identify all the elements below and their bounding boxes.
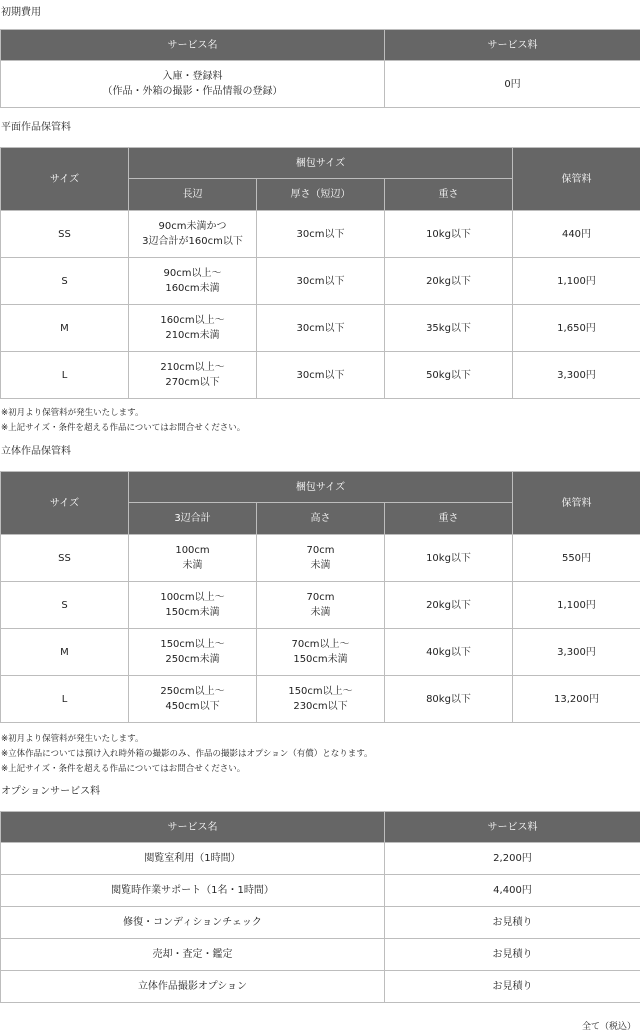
table-row: 閲覧室利用（1時間） 2,200円 (1, 843, 640, 875)
table-row: L 250cm以上～ 450cm以下 150cm以上～ 230cm以下 80kg以下 13,200円 (1, 676, 640, 723)
table-row: M 150cm以上～ 250cm未満 70cm以上～ 150cm未満 40kg以下 3,300円 (1, 629, 640, 676)
col-package-size: 梱包サイズ (129, 472, 513, 503)
solid-storage-table (0, 471, 640, 723)
table-row: SS 90cm未満かつ 3辺合計が160cm以下 30cm以下 10kg以下 440円 (1, 211, 640, 258)
col-thickness: 厚さ（短辺） (257, 179, 385, 211)
solid-note-3: ※上記サイズ・条件を超える作品についてはお問合せください。 (1, 764, 246, 774)
initial-fee-table (0, 29, 640, 108)
table-row: 修復・コンディションチェック お見積り (1, 907, 640, 939)
col-long-side: 長辺 (129, 179, 257, 211)
table-row: L 210cm以上～ 270cm以下 30cm以下 50kg以下 3,300円 (1, 352, 640, 399)
flat-storage-title: 平面作品保管料 (1, 122, 71, 133)
initial-fee-title: 初期費用 (1, 7, 41, 18)
table-row: SS 100cm 未満 70cm 未満 10kg以下 550円 (1, 535, 640, 582)
solid-storage-title: 立体作品保管料 (1, 446, 71, 457)
col-size: サイズ (1, 148, 129, 211)
col-service-fee: サービス料 (385, 812, 640, 843)
col-package-size: 梱包サイズ (129, 148, 513, 179)
col-storage-fee: 保管料 (513, 148, 640, 211)
col-storage-fee: 保管料 (513, 472, 640, 535)
col-three-side-total: 3辺合計 (129, 503, 257, 535)
table-row: 売却・査定・鑑定 お見積り (1, 939, 640, 971)
col-service-name: サービス名 (1, 812, 385, 843)
table-row: 立体作品撮影オプション お見積り (1, 971, 640, 1003)
service-name-cell: 入庫・登録料 （作品・外箱の撮影・作品情報の登録） (1, 61, 385, 108)
option-fee-table (0, 811, 640, 1003)
flat-storage-table (0, 147, 640, 399)
table-row: 閲覧時作業サポート（1名・1時間） 4,400円 (1, 875, 640, 907)
solid-note-2: ※立体作品については預け入れ時外箱の撮影のみ、作品の撮影はオプション（有償）となります。 (1, 749, 373, 759)
table-row: S 90cm以上～ 160cm未満 30cm以下 20kg以下 1,100円 (1, 258, 640, 305)
flat-note-2: ※上記サイズ・条件を超える作品についてはお問合せください。 (1, 423, 246, 433)
col-service-fee: サービス料 (385, 30, 640, 61)
table-row: S 100cm以上～ 150cm未満 70cm 未満 20kg以下 1,100円 (1, 582, 640, 629)
tax-included-note: 全て（税込） (581, 1022, 636, 1032)
col-size: サイズ (1, 472, 129, 535)
service-fee-cell: 0円 (385, 61, 640, 108)
flat-note-1: ※初月より保管料が発生いたします。 (1, 408, 144, 418)
col-service-name: サービス名 (1, 30, 385, 61)
table-row (1, 61, 640, 108)
solid-note-1: ※初月より保管料が発生いたします。 (1, 734, 144, 744)
col-weight: 重さ (385, 179, 513, 211)
table-row: M 160cm以上～ 210cm未満 30cm以下 35kg以下 1,650円 (1, 305, 640, 352)
col-weight: 重さ (385, 503, 513, 535)
option-fee-title: オプションサービス料 (1, 786, 101, 797)
col-height: 高さ (257, 503, 385, 535)
